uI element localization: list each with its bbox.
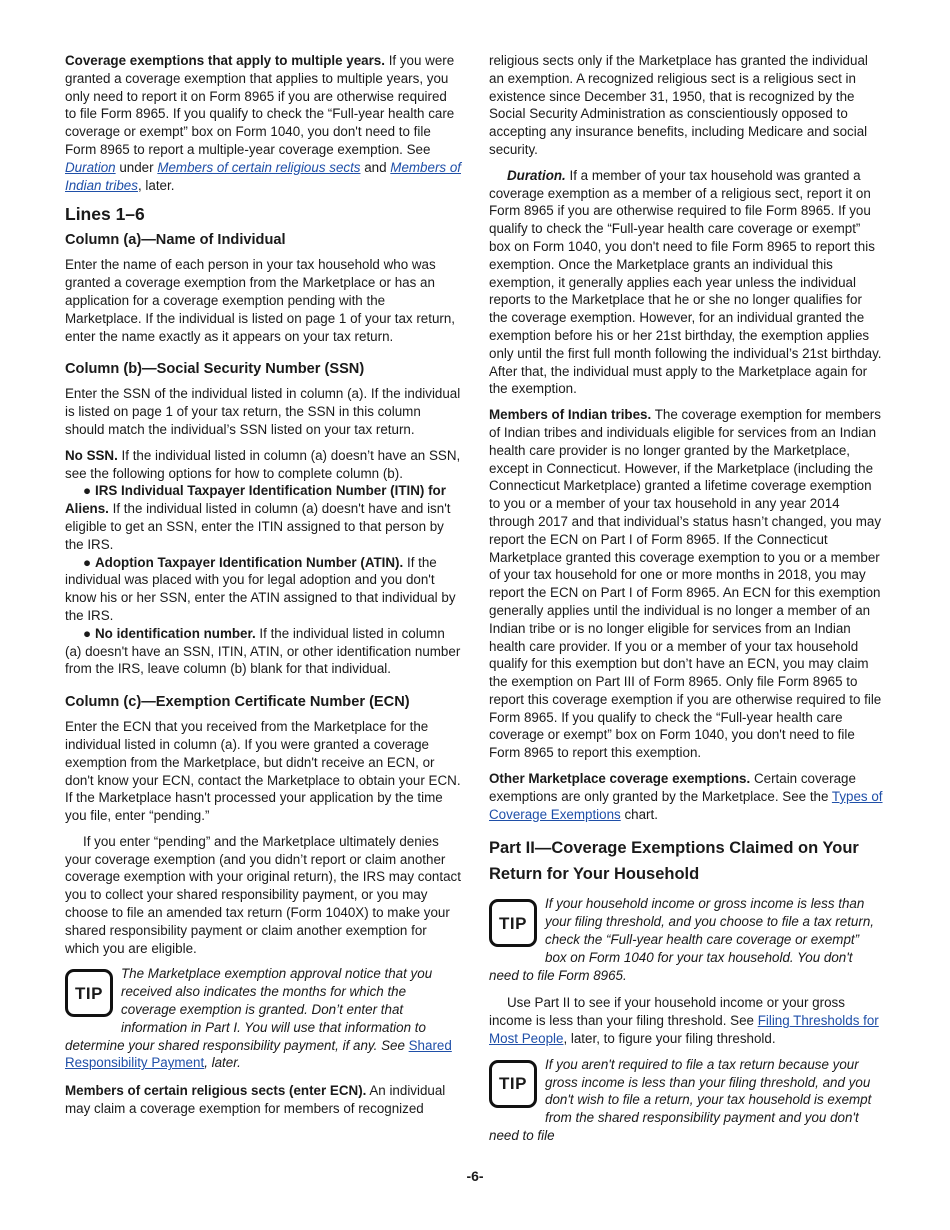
filing-thresholds-link[interactable]: Filing Thresholds for Most People: [489, 1013, 879, 1047]
page-number: -6-: [466, 1168, 484, 1184]
multi-year-paragraph: Coverage exemptions that apply to multiple years. If you were granted a coverage exemption that applies to multiple years, you only need to report it on Form 8965 if you are otherwise required to file Form 8965. If you qualify to check the “Full-year health care coverage or exempt” box on Form 1040, you don't need to file Form 8965 to report a multiple-year coverage exemption. See Duration under Members of certain religious sects and Members of Indian tribes, later.: [65, 53, 461, 193]
duration-paragraph: Duration. If a member of your tax household was granted a coverage exemption as a member of a religious sect, report it on Form 8965 if you are otherwise required to file Form 8965. If you qualify to check the “Full-year health care coverage or exempt” box on Form 1040, you don't need to file Form 8965 to report this exemption. Once the Marketplace grants an individual this exemption, it generally applies each year unless the individual reports to the Marketplace that he or she no longer qualifies for the coverage exemption. However, for an individual granted the exemption before his or her 21st birthday, the exemption applies only until the first full month following the individual’s 21st birthday. After that, the individual must apply to the Marketplace again for the exemption.: [489, 167, 882, 397]
duration-link[interactable]: Duration: [65, 159, 116, 175]
list-item: ● No identification number. If the individual listed in column (a) doesn't have an SSN, ITIN, ATIN, or other identification number from the IRS, leave column (b) blank for that individual.: [65, 625, 461, 677]
use-part-ii-paragraph: Use Part II to see if your household income or your gross income is less than your filing threshold. See Filing Thresholds for Most People, later, to figure your filing threshold.: [489, 995, 879, 1047]
tip-icon: TIP: [489, 1060, 537, 1108]
religious-sects-continued: religious sects only if the Marketplace has granted the individual an exemption. A recognized religious sect is a religious sect in existence since December 31, 1950, that is recognized by the Social Security Administration as conscientiously opposed to accepting any insurance benefits, including Medicare and social security.: [489, 53, 868, 157]
part-ii-heading: Part II—Coverage Exemptions Claimed on Your Return for Your Household: [489, 839, 859, 884]
column-b-heading: Column (b)—Social Security Number (SSN): [65, 361, 365, 378]
other-exemptions-paragraph: Other Marketplace coverage exemptions. Certain coverage exemptions are only granted by the Marketplace. See the Types of Coverage Exemptions chart.: [489, 771, 883, 822]
religious-sects-link[interactable]: Members of certain religious sects: [157, 159, 361, 175]
pending-paragraph: If you enter “pending” and the Marketplace ultimately denies your coverage exemption (and you didn’t report or claim another coverage exemption with your original return), the IRS may contact you to collect your shared responsibility payment, or you may choose to file an amended tax return (Form 1040X) to make your shared responsibility payment or claim another exemption for which you are eligible.: [65, 833, 461, 956]
bullet-icon: ●: [83, 483, 92, 499]
tip-icon: TIP: [489, 899, 537, 947]
right-column: [489, 52, 884, 1155]
shared-responsibility-link[interactable]: Shared Responsibility Payment: [65, 1037, 452, 1071]
column-b-paragraph: Enter the SSN of the individual listed in column (a). If the individual is listed on page 1 of your tax return, the SSN in this column should match the individual’s SSN listed on your tax return.: [65, 386, 461, 437]
bullet-icon: ●: [83, 625, 92, 641]
paragraph-lead: Coverage exemptions that apply to multiple years.: [65, 53, 385, 68]
column-c-heading: Column (c)—Exemption Certificate Number (ECN): [65, 694, 410, 711]
list-item: ● IRS Individual Taxpayer Identification Number (ITIN) for Aliens. If the individual listed in column (a) doesn't have and isn't eligible to get an SSN, enter the ITIN assigned to that person by the IRS.: [65, 483, 451, 552]
tip-note: TIP If your household income or gross income is less than your filing threshold, and you choose to file a tax return, check the “Full-year health care coverage or exempt” box on Form 1040 for your tax household. You don't need to file Form 8965.: [489, 896, 875, 983]
column-a-paragraph: Enter the name of each person in your tax household who was granted a coverage exemption from the Marketplace or has an application for a coverage exemption pending with the Marketplace. If the individual is listed on page 1 of your tax return, enter the name exactly as it appears on your tax return.: [65, 257, 456, 344]
tip-note: TIP The Marketplace exemption approval notice that you received also indicates the months for which the coverage exemption is granted. Don’t enter that information in Part I. You will use that information to determine your shared responsibility payment, if any. See Shared Responsibility Payment, later.: [65, 966, 452, 1071]
tip-icon: TIP: [65, 969, 113, 1017]
column-c-paragraph: Enter the ECN that you received from the Marketplace for the individual listed in column (a). If you were granted a coverage exemption from the Marketplace, but didn't receive an ECN, or don't know your ECN, contact the Marketplace to obtain your ECN. If the Marketplace hasn't processed your application by the time you file, enter “pending.”: [65, 719, 461, 824]
lines-heading: Lines 1–6: [65, 204, 145, 225]
indian-tribes-link[interactable]: Members of Indian tribes: [65, 159, 461, 193]
coverage-exemptions-link[interactable]: Types of Coverage Exemptions: [489, 788, 883, 822]
bullet-icon: ●: [83, 554, 92, 570]
left-column: [65, 52, 461, 1126]
tip-note: TIP If you aren't required to file a tax return because your gross income is less than your filing threshold, and you don't wish to file a return, your tax household is exempt from the shared responsibility payment and you don't need to file: [489, 1056, 872, 1144]
no-ssn-paragraph: No SSN. If the individual listed in column (a) doesn’t have an SSN, see the following options for how to complete column (b).: [65, 447, 461, 481]
list-item: ● Adoption Taxpayer Identification Number (ATIN). If the individual was placed with you for legal adoption and you don't know his or her SSN, enter the ATIN assigned to that individual by the IRS.: [65, 554, 456, 623]
column-a-heading: Column (a)—Name of Individual: [65, 232, 286, 249]
indian-tribes-paragraph: Members of Indian tribes. The coverage exemption for members of Indian tribes and individuals eligible for services from an Indian health care provider is no longer granted by the Marketplace, except in Connecticut. However, if the Marketplace (including the Connecticut Marketplace) granted a lifetime coverage exemption to you or a member of your tax household in any year 2014 through 2017 and that individual’s status hasn’t changed, you may report the ECN on Part I of Form 8965. If the Connecticut Marketplace granted this coverage exemption to you or a member of your tax household for one or more months in 2018, you may report the ECN on Part I of Form 8965. An ECN for this exemption generally applies until the individual is no longer a member of an Indian tribe or is no longer eligible for services from an Indian health care provider. If you or a member of your tax household qualify for this exemption but don’t have an ECN, you may claim the exemption on Part III of Form 8965. Only file Form 8965 to report this coverage exemption if you are otherwise required to file Form 8965. If you qualify to check the “Full-year health care coverage or exempt” box on Form 1040, you don't need to file Form 8965 to report this exemption.: [489, 407, 882, 761]
religious-sects-paragraph: Members of certain religious sects (enter ECN). An individual may claim a coverage exemption for members of recognized: [65, 1083, 446, 1117]
